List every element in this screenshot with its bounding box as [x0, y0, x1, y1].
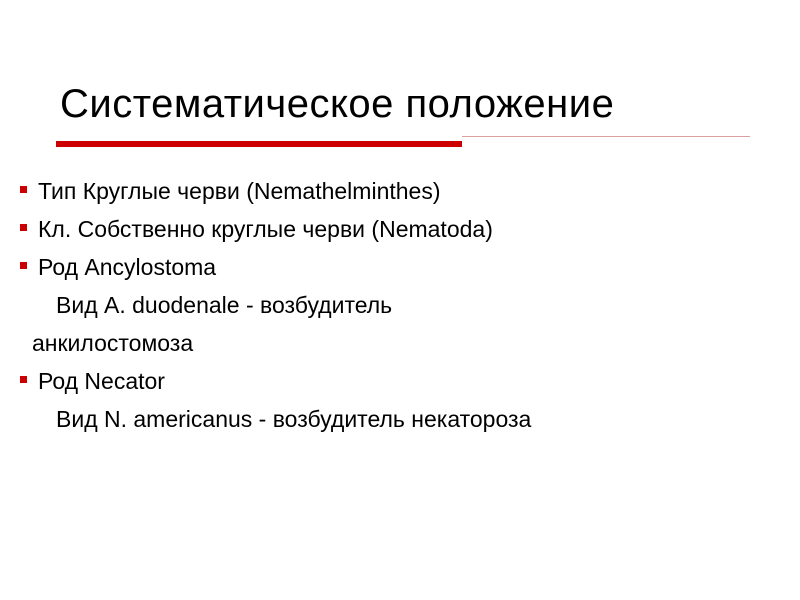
list-item-genus-necator: [20, 362, 780, 400]
square-bullet-icon: [20, 224, 27, 231]
square-bullet-icon: [20, 186, 27, 193]
list-subitem-species-duodenale: [20, 286, 780, 324]
slide-content: [20, 172, 780, 438]
title-underline-thick: [56, 141, 462, 147]
list-item-text: Кл. Собственно круглые черви (Nematoda): [38, 216, 493, 242]
slide-title: Систематическое положение: [60, 82, 615, 126]
list-item-text: Род Necator: [38, 368, 165, 394]
list-item-text: Род Ancylostoma: [38, 254, 217, 280]
square-bullet-icon: [20, 262, 27, 269]
list-subitem-species-americanus: [20, 400, 780, 438]
list-item-type: [20, 172, 780, 210]
list-item-text: Вид N. americanus - возбудитель некатороза: [56, 406, 532, 432]
square-bullet-icon: [20, 376, 27, 383]
list-item-text: Вид A. duodenale - возбудитель: [56, 292, 393, 318]
list-item-text: Тип Круглые черви (Nemathelminthes): [38, 178, 441, 204]
list-item-class: [20, 210, 780, 248]
title-underline-thin: [462, 136, 750, 137]
list-subitem-continuation: [20, 324, 780, 362]
list-item-text: анкилостомоза: [32, 330, 194, 356]
list-item-genus-ancylostoma: [20, 248, 780, 286]
